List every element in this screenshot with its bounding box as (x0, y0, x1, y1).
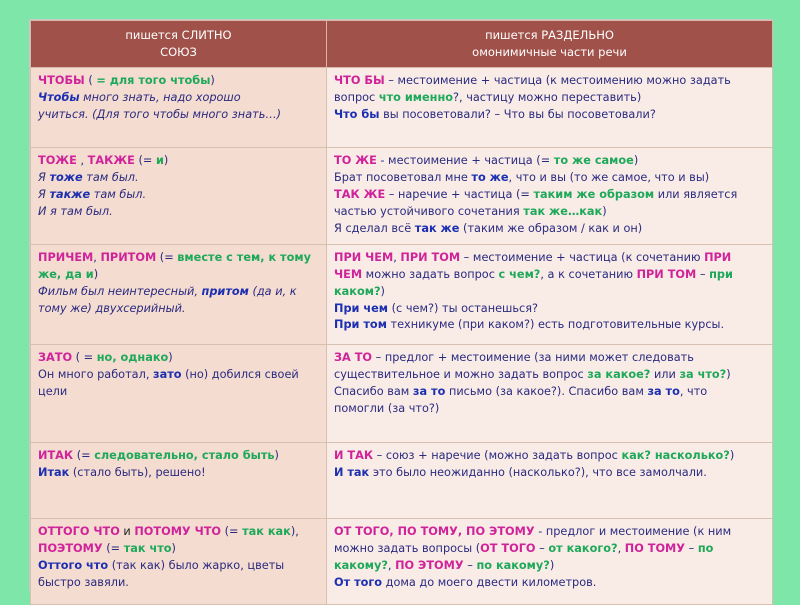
text-segment: , (93, 250, 101, 264)
cell-line (334, 401, 766, 418)
text-segment: Брат посоветовал мне (334, 170, 472, 184)
text-segment: Я (38, 187, 50, 201)
table-row (31, 344, 773, 442)
text-segment: , (617, 541, 625, 555)
text-segment: или (650, 367, 680, 381)
text-segment: ЧТОБЫ (38, 74, 85, 87)
text-segment: так что (123, 541, 172, 555)
cell-line (38, 558, 320, 575)
text-segment: так же (414, 221, 460, 235)
table-row (31, 68, 773, 148)
right-cell (327, 244, 773, 344)
text-segment: Спасибо вам (334, 384, 413, 398)
cell-line (334, 153, 766, 170)
text-segment: ?, частицу можно переставить) (453, 90, 642, 104)
cell-line (334, 448, 766, 465)
text-segment: ) (274, 448, 279, 462)
cell-line (334, 575, 766, 592)
text-segment: И ТАК (334, 448, 374, 462)
header-row (31, 21, 773, 68)
text-segment: Что бы (334, 107, 380, 121)
text-segment: ) (380, 284, 385, 298)
table-body (31, 68, 773, 605)
cell-line (334, 558, 766, 575)
text-segment: ЗАТО (38, 350, 73, 364)
cell-line (38, 107, 320, 124)
cell-line (38, 541, 320, 558)
header-left (31, 21, 327, 68)
text-segment: это было неожиданно (насколько?), что все замолчали. (369, 465, 707, 479)
cell-line (38, 204, 320, 221)
left-cell (31, 148, 327, 245)
text-segment: также (49, 187, 91, 201)
text-segment: ПРИТОМ (100, 250, 157, 264)
cell-line (334, 187, 766, 204)
cell-line (38, 153, 320, 170)
text-segment: ) (729, 448, 735, 462)
text-segment: ПОЭТОМУ (38, 541, 103, 555)
text-segment: - предлог и местоимение (к ним (534, 524, 732, 538)
text-segment: ТО ЖЕ (334, 154, 377, 167)
cell-line (334, 107, 766, 124)
text-segment: Он много работал, (38, 367, 154, 381)
text-segment: Оттого что (38, 558, 109, 572)
right-cell (327, 148, 773, 245)
text-segment: можно задать вопросы ( (334, 541, 481, 555)
cell-line (38, 284, 320, 301)
text-segment: дома до моего двести километров. (382, 575, 597, 589)
text-segment: ОТТОГО ЧТО (38, 524, 120, 538)
text-segment: – (685, 541, 698, 555)
text-segment: От того (334, 575, 383, 589)
cell-line (334, 350, 766, 367)
text-segment: ПРИЧЕМ (38, 250, 94, 264)
text-segment: – (463, 558, 477, 572)
text-segment: , (387, 558, 396, 572)
text-segment: = для того чтобы (96, 74, 211, 87)
header-right (327, 21, 773, 68)
text-segment: ИТАК (38, 448, 74, 462)
table-row (31, 442, 773, 518)
text-segment: каком? (334, 284, 381, 298)
cell-line (334, 465, 766, 482)
cell-line (334, 541, 766, 558)
text-segment: ) (171, 541, 176, 555)
cell-line (38, 73, 320, 90)
text-segment: или является (654, 187, 738, 201)
text-segment: зато (153, 367, 182, 381)
cell-line (334, 73, 766, 90)
text-segment: , что и вы (то же самое, что и вы) (508, 170, 710, 184)
text-segment: Я сделал всё (334, 221, 415, 235)
cell-line (334, 524, 766, 541)
left-cell (31, 442, 327, 518)
right-cell (327, 518, 773, 604)
text-segment: Я (38, 170, 50, 184)
text-segment: – (535, 541, 549, 555)
cell-line (334, 301, 766, 318)
text-segment: по какому? (476, 558, 550, 572)
text-segment: (= (221, 524, 243, 538)
text-segment: – предлог + местоимение (за ними может следовать (372, 350, 694, 364)
text-segment: ПО ТОМУ (624, 541, 686, 555)
text-segment: - местоимение + частица (= (376, 154, 554, 167)
text-segment: за какое? (587, 367, 651, 381)
cell-line (38, 267, 320, 284)
text-segment: какому? (334, 558, 388, 572)
text-segment: и (119, 524, 135, 538)
text-segment: много знать, надо хорошо (79, 90, 241, 104)
cell-line (38, 524, 320, 541)
text-segment: тому же) двухсерийный. (38, 301, 186, 315)
text-segment: что именно (378, 90, 454, 104)
text-segment: частью устойчивого сочетания (334, 204, 524, 218)
text-segment: учиться. (Для того чтобы много знать…) (38, 107, 282, 121)
text-segment: и (155, 154, 164, 167)
text-segment: (таким же образом / как и он) (459, 221, 643, 235)
left-cell (31, 244, 327, 344)
text-segment: (так как) было жарко, цветы (108, 558, 285, 572)
text-segment: быстро завяли. (38, 575, 129, 589)
left-cell (31, 68, 327, 148)
text-segment: техникуме (при каком?) есть подготовительные курсы. (386, 318, 725, 332)
text-segment: ПО ЭТОМУ (395, 558, 464, 572)
text-segment: за то (647, 384, 680, 398)
text-segment: , а к сочетанию (540, 267, 637, 281)
text-segment: – союз + наречие (можно задать вопрос (373, 448, 622, 462)
right-cell (327, 442, 773, 518)
text-segment: , что (679, 384, 708, 398)
cell-line (38, 90, 320, 107)
text-segment: там был. (90, 187, 147, 201)
left-cell (31, 344, 327, 442)
text-segment: с чем? (498, 267, 541, 281)
text-segment: , (76, 154, 88, 167)
table-row (31, 148, 773, 245)
text-segment: ПОТОМУ ЧТО (134, 524, 222, 538)
text-segment: по (697, 541, 714, 555)
text-segment: письмо (за какое?). Спасибо вам (445, 384, 648, 398)
left-cell (31, 518, 327, 604)
text-segment: (с чем?) ты останешься? (388, 301, 539, 315)
text-segment: так же…как (523, 204, 603, 218)
cell-line (334, 250, 766, 267)
text-segment: – наречие + частица (= (385, 187, 534, 201)
text-segment: – местоимение + частица (к местоимению можно задать (384, 74, 731, 87)
text-segment: за то (412, 384, 446, 398)
text-segment: так как (242, 524, 291, 538)
text-segment: ТОЖЕ (38, 154, 77, 167)
text-segment: ПРИ ТОМ (400, 250, 461, 264)
cell-line (334, 284, 766, 301)
text-segment: При том (334, 318, 387, 332)
cell-line (334, 267, 766, 284)
text-segment: ( (84, 74, 97, 87)
text-segment: цели (38, 384, 68, 398)
text-segment: – местоимение + частица (к сочетанию (460, 250, 705, 264)
text-segment: (= (102, 541, 124, 555)
text-segment: при (709, 267, 733, 281)
right-cell (327, 68, 773, 148)
text-segment: ЧЕМ (334, 267, 363, 281)
cell-line (38, 384, 320, 401)
cell-line (334, 367, 766, 384)
text-segment: следовательно, стало быть (94, 448, 275, 462)
text-segment: вы посоветовали? – Что вы бы посоветовали? (379, 107, 656, 121)
text-segment: ТАК ЖЕ (334, 187, 386, 201)
table-row (31, 244, 773, 344)
cell-line (38, 187, 320, 204)
text-segment: (стало быть), решено! (69, 465, 206, 479)
text-segment: ) (210, 74, 215, 87)
cell-line (38, 301, 320, 318)
header-right-title: пишется РАЗДЕЛЬНО (485, 28, 614, 43)
text-segment: то же самое (553, 154, 634, 167)
text-segment: (= (134, 154, 156, 167)
text-segment: существительное и можно задать вопрос (334, 367, 588, 381)
text-segment: Фильм был неинтересный, (38, 284, 202, 298)
cell-line (334, 204, 766, 221)
cell-line (334, 317, 766, 334)
text-segment: (= (73, 448, 95, 462)
text-segment: Чтобы (38, 90, 80, 104)
text-segment: При чем (334, 301, 389, 315)
text-segment: (= (156, 250, 178, 264)
text-segment: вопрос (334, 90, 379, 104)
text-segment: же, да и (38, 267, 94, 281)
text-segment: ОТ ТОГО, ПО ТОМУ, ПО ЭТОМУ (334, 524, 535, 538)
text-segment: (да и, к (248, 284, 297, 298)
text-segment: ) (168, 350, 173, 364)
cell-line (38, 250, 320, 267)
text-segment: вместе с тем, к тому (177, 250, 311, 264)
cell-line (38, 350, 320, 367)
cell-line (334, 384, 766, 401)
spelling-table (30, 20, 773, 605)
text-segment: то же (471, 170, 509, 184)
cell-line (334, 221, 766, 238)
header-left-title: пишется СЛИТНО (125, 28, 232, 43)
text-segment: притом (201, 284, 249, 298)
text-segment: ПРИ ЧЕМ (334, 250, 394, 264)
right-cell (327, 344, 773, 442)
text-segment: там был. (82, 170, 139, 184)
text-segment: но, однако (96, 350, 169, 364)
text-segment: ПРИ ТОМ (636, 267, 697, 281)
text-segment: можно задать вопрос (362, 267, 499, 281)
cell-line (38, 465, 320, 482)
cell-line (38, 575, 320, 592)
text-segment: ) (163, 154, 169, 167)
text-segment: ( = (72, 350, 97, 364)
text-segment: от какого? (548, 541, 618, 555)
cell-line (38, 367, 320, 384)
header-right-subtitle: омонимичные части речи (472, 45, 627, 59)
text-segment: как? насколько? (621, 448, 730, 462)
text-segment: ) (633, 154, 639, 167)
cell-line (334, 170, 766, 187)
cell-line (38, 448, 320, 465)
text-segment: ) (549, 558, 555, 572)
text-segment: ) (602, 204, 607, 218)
text-segment: И я там был. (38, 204, 113, 218)
text-segment: , (393, 250, 401, 264)
text-segment: ЧТО БЫ (334, 74, 385, 87)
text-segment: за что? (679, 367, 727, 381)
text-segment: ) (726, 367, 731, 381)
text-segment: (но) добился своей (181, 367, 299, 381)
text-segment: помогли (за что?) (334, 401, 440, 415)
text-segment: ТАКЖЕ (87, 154, 135, 167)
text-segment: – (696, 267, 710, 281)
text-segment: И так (334, 465, 370, 479)
text-segment: ОТ ТОГО (480, 541, 536, 555)
text-segment: Итак (38, 465, 70, 479)
text-segment: ), (290, 524, 299, 538)
text-segment: ) (93, 267, 99, 281)
header-left-subtitle: СОЮЗ (160, 45, 197, 59)
table-row (31, 518, 773, 604)
text-segment: ПРИ (704, 250, 732, 264)
text-segment: тоже (49, 170, 83, 184)
cell-line (334, 90, 766, 107)
text-segment: ЗА ТО (334, 350, 373, 364)
cell-line (38, 170, 320, 187)
slide-frame (30, 20, 772, 590)
text-segment: таким же образом (533, 187, 655, 201)
